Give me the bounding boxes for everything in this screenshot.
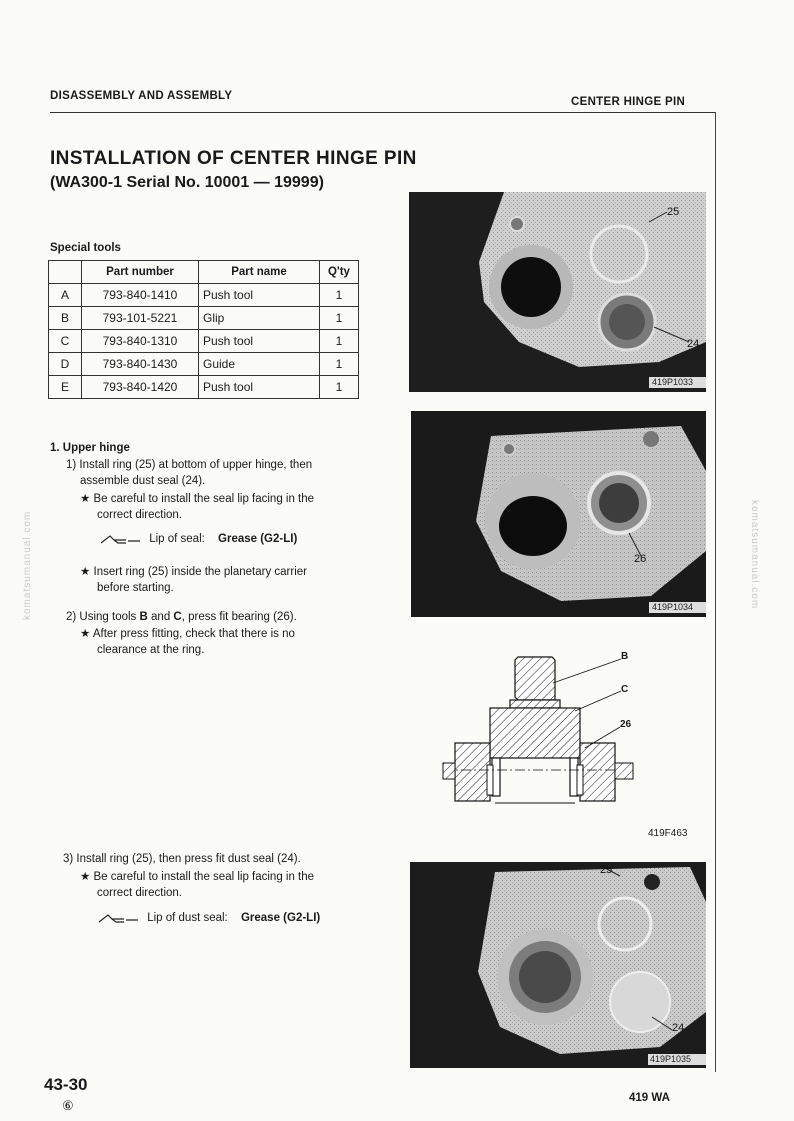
photo-3-image [410, 862, 706, 1068]
margin-rule [715, 112, 716, 1072]
table-cell: 1 [320, 330, 359, 353]
photo-3-callout-24: 24 [672, 1022, 685, 1034]
table-row [49, 330, 359, 353]
grease-spec-2 [98, 910, 320, 926]
model-code: 419 WA [629, 1092, 670, 1104]
table-cell: Guide [199, 353, 320, 376]
table-cell: 793-840-1430 [82, 353, 199, 376]
step-2-text: 2) Using tools [66, 611, 140, 623]
photo-bearing-press-fit [411, 411, 706, 617]
grease-spec-1 [100, 531, 297, 547]
step-1-line-2: assemble dust seal (24). [80, 475, 206, 487]
table-cell: 793-840-1310 [82, 330, 199, 353]
table-header-cell: Part number [82, 261, 199, 284]
step-1-line-1: 1) Install ring (25) at bottom of upper hinge, then [66, 459, 313, 471]
note-1-line-2: correct direction. [97, 509, 183, 521]
grease-spec-2-label: Lip of dust seal: [147, 912, 228, 924]
photo-2-code: 419P1034 [652, 602, 694, 612]
tool-ref-c: C [173, 611, 182, 623]
table-cell: Push tool [199, 376, 320, 399]
step-2-rest: , press fit bearing (26). [181, 611, 297, 623]
table-cell: Glip [199, 307, 320, 330]
note-4-line-1: ★ Be careful to install the seal lip facing in the [80, 871, 315, 883]
table-row [49, 307, 359, 330]
note-2-line-2: before starting. [97, 582, 174, 594]
table-cell: 793-101-5221 [82, 307, 199, 330]
diagram-label-c: C [621, 684, 629, 695]
photo-1-code: 419P1033 [652, 377, 694, 387]
table-cell: 1 [320, 353, 359, 376]
header-section-title: DISASSEMBLY AND ASSEMBLY [50, 90, 233, 102]
photo-3-code: 419P1035 [650, 1054, 692, 1064]
diagram-code: 419F463 [648, 828, 688, 839]
table-cell: 1 [320, 376, 359, 399]
photo-1-callout-24: 24 [687, 338, 700, 350]
watermark-left: komatsumanual.com [22, 510, 33, 620]
diagram-label-26: 26 [620, 719, 632, 730]
page-number: 43-30 [44, 1075, 88, 1094]
header-topic-title: CENTER HINGE PIN [571, 96, 686, 108]
note-3-line-1: ★ After press fitting, check that there is no [80, 628, 295, 640]
photo-upper-hinge-ring-seal [409, 192, 706, 392]
diagram-figure [435, 645, 710, 825]
section-heading-upper-hinge: 1. Upper hinge [50, 442, 130, 454]
grease-gun-icon [98, 913, 140, 923]
photo-2-callout-26: 26 [634, 553, 647, 565]
note-1-line-1: ★ Be careful to install the seal lip facing in the [80, 493, 315, 505]
step-2-and: and [147, 611, 174, 623]
table-cell: 1 [320, 307, 359, 330]
photo-2-image [411, 411, 706, 617]
page-title: INSTALLATION OF CENTER HINGE PIN [50, 148, 417, 169]
grease-spec-2-value: Grease (G2-LI) [240, 912, 321, 924]
revision-mark: ⑥ [62, 1098, 74, 1113]
table-cell: 1 [320, 284, 359, 307]
photo-ring-dust-seal-installed [410, 862, 706, 1068]
step-3-line-1: 3) Install ring (25), then press fit dust seal (24). [63, 853, 301, 865]
photo-1-image [409, 192, 706, 392]
table-cell: E [49, 376, 82, 399]
press-fit-diagram [435, 645, 710, 825]
table-header-cell: Part name [199, 261, 320, 284]
photo-1-callout-25: 25 [667, 206, 680, 218]
special-tools-label: Special tools [50, 242, 121, 254]
table-header-row [49, 261, 359, 284]
table-row [49, 284, 359, 307]
table-cell: Push tool [199, 284, 320, 307]
watermark-right: komatsumanual.com [749, 500, 760, 610]
note-4-line-2: correct direction. [97, 887, 183, 899]
table-cell: D [49, 353, 82, 376]
table-cell: B [49, 307, 82, 330]
table-cell: Push tool [199, 330, 320, 353]
step-2-line-1 [66, 609, 297, 625]
photo-3-callout-25: 25 [600, 864, 613, 876]
table-cell: 793-840-1410 [82, 284, 199, 307]
grease-gun-icon [100, 534, 142, 544]
table-header-cell: Q'ty [320, 261, 359, 284]
table-cell: A [49, 284, 82, 307]
table-header-cell [49, 261, 82, 284]
table-cell: C [49, 330, 82, 353]
tool-ref-b: B [139, 611, 148, 623]
table-row [49, 376, 359, 399]
table-row [49, 353, 359, 376]
grease-spec-1-label: Lip of seal: [149, 533, 205, 545]
table-cell: 793-840-1420 [82, 376, 199, 399]
special-tools-table [48, 260, 359, 399]
grease-spec-1-value: Grease (G2-LI) [218, 533, 298, 545]
note-3-line-2: clearance at the ring. [97, 644, 205, 656]
note-2-line-1: ★ Insert ring (25) inside the planetary carrier [80, 566, 307, 578]
diagram-label-b: B [621, 651, 629, 662]
page-subtitle: (WA300-1 Serial No. 10001 — 19999) [50, 174, 324, 191]
header-rule [50, 112, 716, 113]
